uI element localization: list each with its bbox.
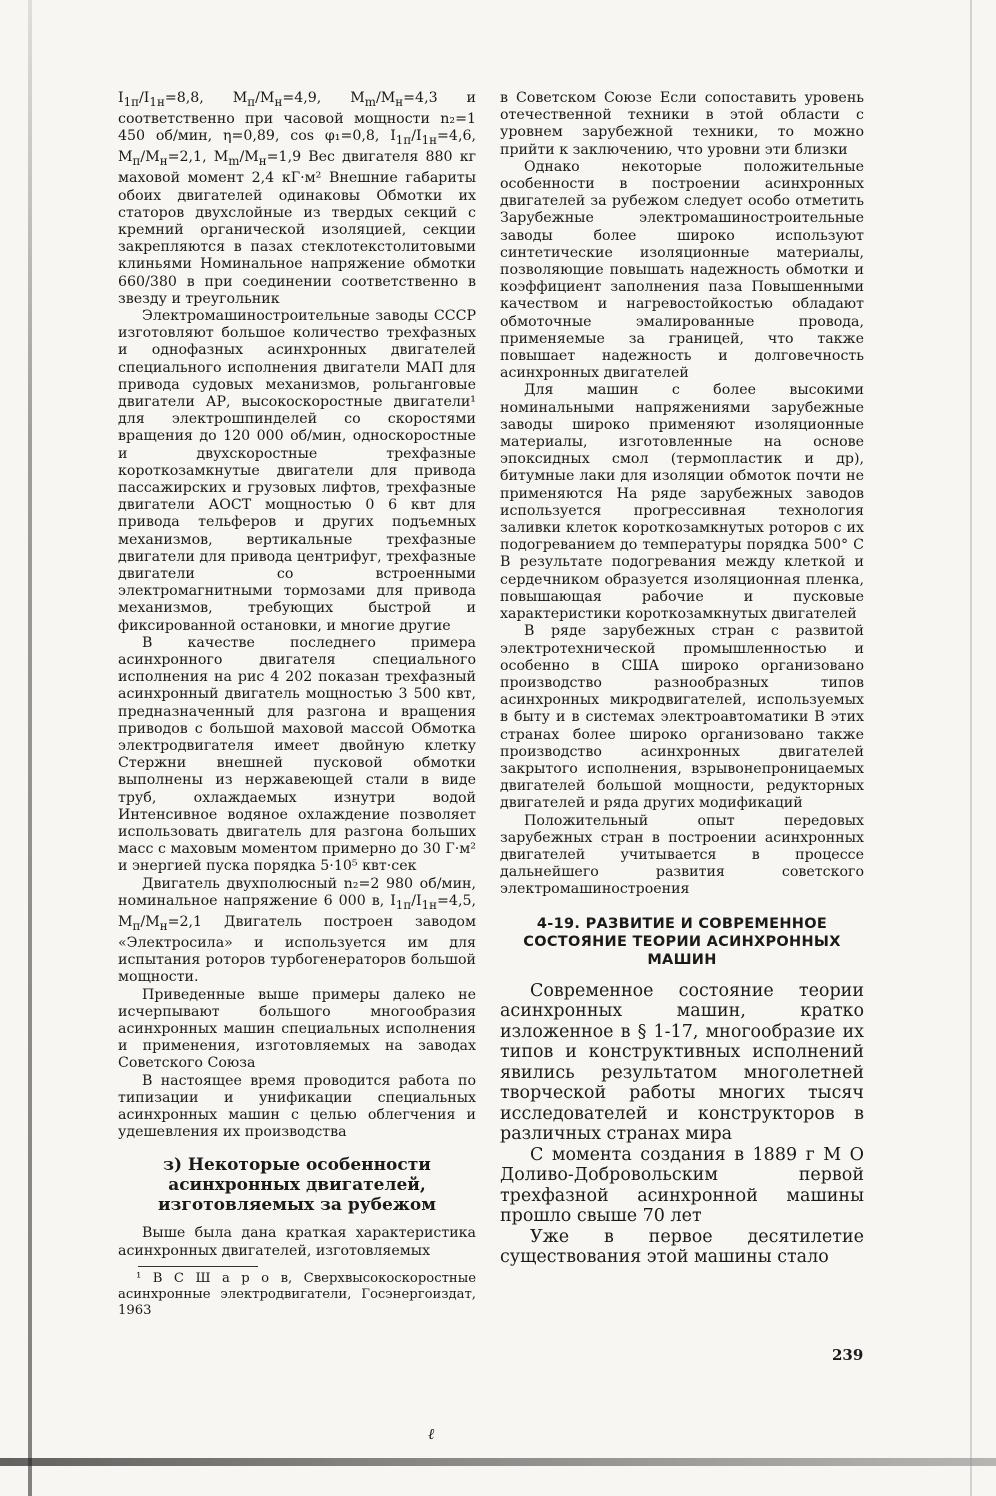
paragraph: В настоящее время проводится работа по типизации и унификации специальных асинхронных машин с целью облегчения и удешевления их производства	[118, 1072, 476, 1141]
paragraph: Для машин с более высокими номинальными напряжениями зарубежные заводы широко применяют изоляционные материалы, изготовленные на основе эпоксидных смол (термопластик и др), битумные лаки для изоляции обмоток почти не применяются На ряде зарубежных заводов используется прогрессивная технология заливки клеток короткозамкнутых роторов с их подогреванием до температуры порядка 500° С В результате подогревания между клеткой и сердечником образуется изоляционная пленка, повышающая рабочие и пусковые характеристики короткозамкнутых двигателей	[500, 382, 864, 623]
margin-mark: ℓ	[428, 1425, 435, 1443]
subsection-heading: з) Некоторые особенности асинхронных двигателей, изготовляемых за рубежом	[157, 1155, 437, 1216]
left-column	[118, 90, 476, 1319]
paragraph: Положительный опыт передовых зарубежных стран в построении асинхронных двигателей учитывается в процессе дальнейшего развития советского электромашиностроения	[500, 812, 864, 898]
paragraph: Двигатель двухполюсный n₂=2 980 об/мин, номинальное напряжение 6 000 в, $I_{1п}/I_{1н}=4,5$, $M_п/M_н=2,1$ Двигатель построен заводом «Электросила» и используется им для испытания роторов турбогенераторов большой мощности.	[118, 875, 476, 986]
paragraph: Однако некоторые положительные особенности в построении асинхронных двигателей за рубежом следует особо отметить Зарубежные электромашиностроительные заводы более широко используют синтетические изоляционные материалы, позволяющие повышать надежность обмотки и коэффициент заполнения паза Повышенными качеством и нагревостойкостью обладают обмоточные эмалированные провода, применяемые за границей, что также повышает надежность и долговечность асинхронных двигателей	[500, 158, 864, 382]
paragraph: Уже в первое десятилетие существования этой машины стало	[500, 1226, 864, 1268]
paragraph: Выше была дана краткая характеристика асинхронных двигателей, изготовляемых	[118, 1225, 476, 1259]
right-column	[500, 90, 864, 1268]
paragraph: в Советском Союзе Если сопоставить уровень отечественной техники в этой области с уровнем зарубежной техники, то можно прийти к заключению, что уровни эти близки	[500, 90, 864, 158]
page-left-edge	[28, 0, 32, 1496]
paragraph: Современное состояние теории асинхронных машин, кратко изложенное в § 1-17, многообразие их типов и конструктивных исполнений явились результатом многолетней творческой работы многих тысяч исследователей и конструкторов в различных странах мира	[500, 980, 864, 1145]
paragraph: Приведенные выше примеры далеко не исчерпывают большого многообразия асинхронных машин специальных исполнения и применения, изготовляемых на заводах Советского Союза	[118, 986, 476, 1072]
section-heading: 4-19. РАЗВИТИЕ И СОВРЕМЕННОЕ СОСТОЯНИЕ ТЕОРИИ АСИНХРОННЫХ МАШИН	[523, 915, 841, 968]
footnote-rule	[138, 1266, 258, 1267]
paragraph: $I_{1п}/I_{1н}=8,8$, $M_п/M_н=4,9$, $M_m/M_н=4,3$ и соответственно при часовой мощности n₂=1 450 об/мин, η=0,89, cos φ₁=0,8, $I_{1п}/I_{1н}=4,6$, $M_п/M_н=2,1$, $M_m/M_н=1,9$ Вес двигателя 880 кг маховой момент 2,4 кГ·м² Внешние габариты обоих двигателей одинаковы Обмотки их статоров двухслойные из твердых секций с кремний органической изоляцией, секции закрепляются в пазах стеклотекстолитовыми клиньями Номинальное напряжение обмотки 660/380 в при соединении соответственно в звезду и треугольник	[118, 90, 476, 307]
paragraph: В ряде зарубежных стран с развитой электротехнической промышленностью и особенно в США широко организовано производство разнообразных типов асинхронных микродвигателей, используемых в быту и в системах электроавтоматики В этих странах более широко организовано также производство асинхронных двигателей закрытого исполнения, взрывонепроницаемых двигателей большой мощности, редукторных двигателей и ряда других модификаций	[500, 623, 864, 812]
page-right-edge	[970, 0, 972, 1496]
paragraph: В качестве последнего примера асинхронного двигателя специального исполнения на рис 4 202 показан трехфазный асинхронный двигатель мощностью 3 500 квт, предназначенный для разгона и вращения приводов с большой маховой массой Обмотка электродвигателя имеет двойную клетку Стержни внешней пусковой обмотки выполнены из нержавеющей стали в виде труб, охлаждаемых изнутри водой Интенсивное водяное охлаждение позволяет использовать двигатель для разгона больших масс с маховым моментом примерно до 30 Г·м² и энергией пуска порядка 5·10⁵ квт·сек	[118, 634, 476, 875]
paragraph: С момента создания в 1889 г М О Доливо-Добровольским первой трехфазной асинхронной машины прошло свыше 70 лет	[500, 1144, 864, 1227]
footnote: ¹ В С Ш а р о в, Сверхвысокоскоростные асинхронные электродвигатели, Госэнергоиздат, 1963	[118, 1270, 476, 1318]
section-body	[500, 981, 864, 1268]
page-bottom-edge	[0, 1458, 996, 1466]
page-number: 239	[832, 1346, 864, 1364]
paragraph: Электромашиностроительные заводы СССР изготовляют большое количество трехфазных и однофазных асинхронных двигателей специального исполнения двигатели МАП для привода судовых механизмов, рольганговые двигатели АР, высокоскоростные двигатели¹ для электрошпинделей со скоростями вращения до 120 000 об/мин, односкоростные и двухскоростные трехфазные короткозамкнутые двигатели для привода пассажирских и грузовых лифтов, трехфазные двигатели АОСТ мощностью 0 6 квт для привода тельферов и других подъемных механизмов, вертикальные трехфазные двигатели для привода центрифуг, трехфазные двигатели со встроенными электромагнитными тормозами для привода механизмов, требующих быстрой и фиксированной остановки, и многие другие	[118, 307, 476, 634]
